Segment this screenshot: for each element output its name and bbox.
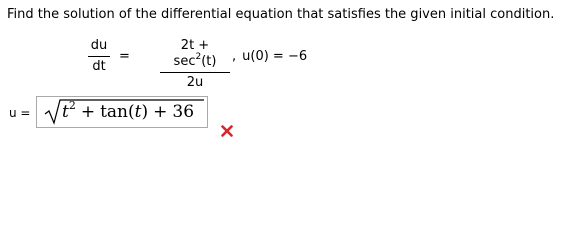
lhs-denominator: dt [92, 59, 106, 74]
answer-tan-close: ) [141, 102, 149, 122]
answer-tan-open: tan( [100, 102, 135, 122]
fraction-bar [88, 56, 110, 57]
equals-sign: = [119, 49, 130, 64]
answer-constant: 36 [172, 102, 195, 122]
rhs-numerator-exponent: 2 [195, 52, 202, 62]
rhs-denominator: 2u [186, 75, 204, 90]
fraction-bar [160, 72, 230, 73]
initial-condition-text: u(0) = −6 [242, 49, 308, 64]
answer-t-variable: t [62, 102, 69, 122]
answer-expression [44, 98, 206, 126]
rhs-fraction [160, 38, 230, 91]
question-prompt: Find the solution of the differential equation that satisfies the given initial condition. [7, 7, 555, 22]
answer-t-exponent: 2 [68, 99, 76, 112]
lhs-fraction [88, 38, 110, 75]
answer-tan-argument: t [134, 102, 142, 122]
rhs-numerator-part-b: (t) [201, 54, 217, 69]
answer-plus-1: + [80, 102, 96, 122]
answer-plus-2: + [153, 102, 168, 122]
rhs-numerator [160, 38, 230, 70]
answer-label: u = [9, 106, 31, 120]
lhs-numerator: du [90, 38, 108, 53]
incorrect-x-icon [221, 125, 233, 137]
initial-condition: , u(0) = −6 [232, 49, 308, 64]
differential-equation [88, 38, 388, 90]
rhs-numerator-part-a: 2t + sec [173, 38, 210, 69]
radicand [62, 99, 195, 122]
